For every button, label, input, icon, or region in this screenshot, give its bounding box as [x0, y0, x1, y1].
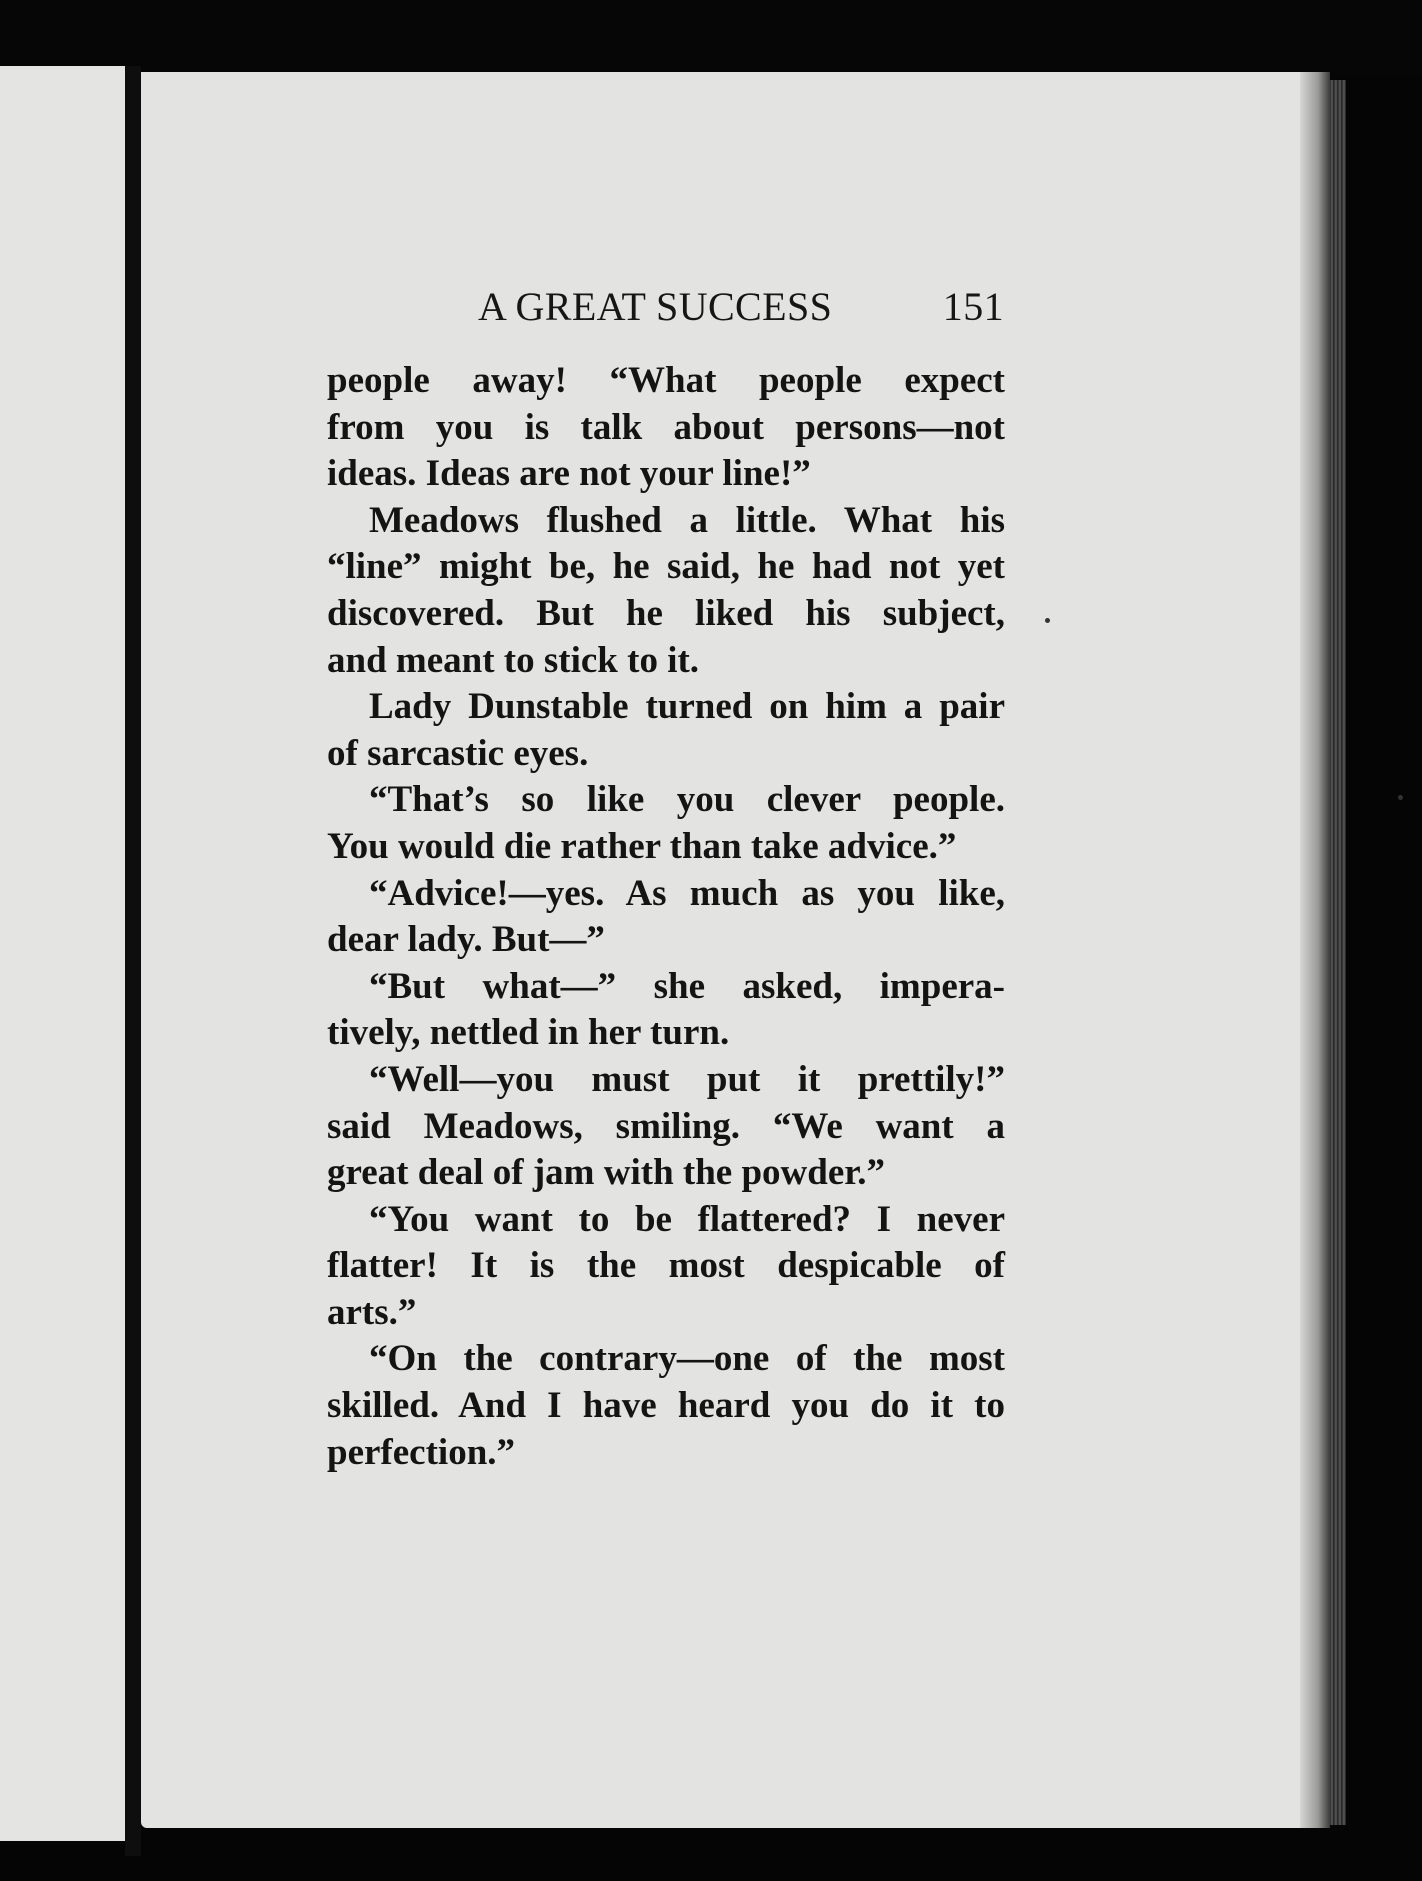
text-line: “But what—” she asked, impera- — [369, 965, 1005, 1007]
text-line: “line” might be, he said, he had not yet — [327, 546, 1005, 588]
text-line: “Advice!—yes. As much as you like, — [369, 872, 1005, 914]
facing-page — [0, 66, 125, 1841]
text-line: discovered. But he liked his subject, — [327, 592, 1005, 634]
text-line: people away! “What people expect — [327, 360, 1005, 401]
text-line: from you is talk about persons—not — [327, 406, 1005, 448]
text-line: dear lady. But—” — [327, 919, 605, 961]
book-gutter — [125, 66, 141, 1856]
text-line: ideas. Ideas are not your line!” — [327, 453, 811, 495]
body-text — [327, 358, 1005, 1476]
scan-speck — [1398, 795, 1403, 800]
scan-background — [0, 0, 1422, 74]
text-line: “Well—you must put it prettily!” — [369, 1058, 1005, 1100]
text-line: “That’s so like you clever people. — [369, 779, 1005, 821]
text-line: perfection.” — [327, 1431, 516, 1473]
text-line: tively, nettled in her turn. — [327, 1012, 730, 1054]
text-line: Meadows flushed a little. What his — [369, 499, 1005, 541]
text-line: said Meadows, smiling. “We want a — [327, 1105, 1005, 1147]
text-line: “On the contrary—one of the most — [369, 1338, 1005, 1380]
running-header — [478, 283, 1004, 333]
scan-speck — [1045, 618, 1050, 623]
text-line: flatter! It is the most despicable of — [327, 1245, 1005, 1287]
text-line: Lady Dunstable turned on him a pair — [369, 686, 1005, 728]
page-number: 151 — [942, 284, 1004, 329]
text-line: of sarcastic eyes. — [327, 732, 589, 774]
text-line: and meant to stick to it. — [327, 639, 700, 681]
text-line: arts.” — [327, 1291, 417, 1333]
text-line: great deal of jam with the powder.” — [327, 1152, 886, 1194]
page-stack-edge — [1330, 80, 1346, 1825]
text-line: “You want to be flattered? I never — [369, 1198, 1005, 1240]
text-line: skilled. And I have heard you do it to — [327, 1385, 1005, 1427]
page-edge-shadow — [1300, 72, 1330, 1828]
text-line: You would die rather than take advice.” — [327, 825, 957, 867]
running-title: A GREAT SUCCESS — [478, 284, 833, 329]
